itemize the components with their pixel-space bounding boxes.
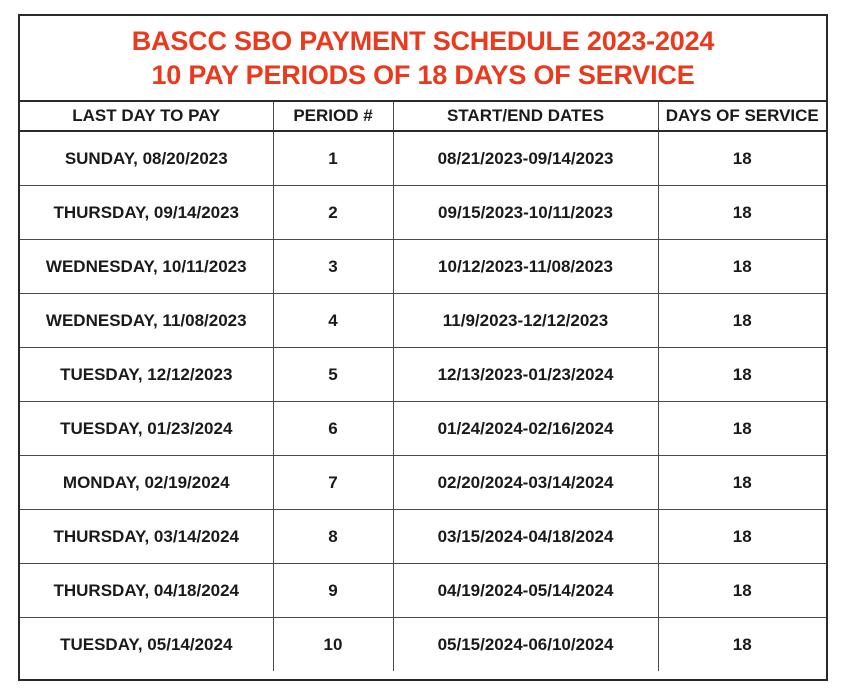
cell-last-day-to-pay: TUESDAY, 05/14/2024 bbox=[20, 618, 273, 672]
cell-start-end-dates: 01/24/2024-02/16/2024 bbox=[393, 402, 658, 456]
cell-days-of-service: 18 bbox=[658, 618, 826, 672]
cell-period-number: 10 bbox=[273, 618, 393, 672]
table-row bbox=[20, 348, 826, 402]
cell-days-of-service: 18 bbox=[658, 131, 826, 186]
cell-period-number: 7 bbox=[273, 456, 393, 510]
cell-days-of-service: 18 bbox=[658, 456, 826, 510]
cell-days-of-service: 18 bbox=[658, 294, 826, 348]
cell-start-end-dates: 12/13/2023-01/23/2024 bbox=[393, 348, 658, 402]
schedule-table bbox=[20, 102, 826, 671]
cell-last-day-to-pay: THURSDAY, 09/14/2023 bbox=[20, 186, 273, 240]
cell-last-day-to-pay: MONDAY, 02/19/2024 bbox=[20, 456, 273, 510]
cell-period-number: 1 bbox=[273, 131, 393, 186]
table-row bbox=[20, 564, 826, 618]
cell-start-end-dates: 03/15/2024-04/18/2024 bbox=[393, 510, 658, 564]
cell-days-of-service: 18 bbox=[658, 510, 826, 564]
title-line-2: 10 PAY PERIODS OF 18 DAYS OF SERVICE bbox=[151, 60, 695, 90]
cell-days-of-service: 18 bbox=[658, 402, 826, 456]
cell-last-day-to-pay: SUNDAY, 08/20/2023 bbox=[64, 148, 228, 168]
cell-start-end-dates: 04/19/2024-05/14/2024 bbox=[393, 564, 658, 618]
cell-start-end-dates: 02/20/2024-03/14/2024 bbox=[393, 456, 658, 510]
header-row bbox=[20, 102, 826, 131]
table-row bbox=[20, 186, 826, 240]
table-row bbox=[20, 618, 826, 672]
cell-period-number: 9 bbox=[273, 564, 393, 618]
cell-start-end-dates: 09/15/2023-10/11/2023 bbox=[393, 186, 658, 240]
header-last-day-to-pay: LAST DAY TO PAY bbox=[20, 102, 273, 131]
cell-period-number: 5 bbox=[273, 348, 393, 402]
cell-days-of-service: 18 bbox=[658, 186, 826, 240]
cell-days-of-service: 18 bbox=[658, 564, 826, 618]
table-row bbox=[20, 510, 826, 564]
header-period-number: PERIOD # bbox=[273, 102, 393, 131]
cell-last-day-to-pay: WEDNESDAY, 11/08/2023 bbox=[20, 294, 273, 348]
table-row bbox=[20, 240, 826, 294]
cell-days-of-service: 18 bbox=[658, 348, 826, 402]
table-row bbox=[20, 456, 826, 510]
cell-start-end-dates: 10/12/2023-11/08/2023 bbox=[393, 240, 658, 294]
cell-period-number: 3 bbox=[273, 240, 393, 294]
table-row bbox=[20, 131, 826, 186]
table-row bbox=[20, 294, 826, 348]
header-start-end-dates: START/END DATES bbox=[393, 102, 658, 131]
cell-days-of-service: 18 bbox=[658, 240, 826, 294]
cell-last-day-to-pay: TUESDAY, 01/23/2024 bbox=[20, 402, 273, 456]
cell-last-day-to-pay: THURSDAY, 03/14/2024 bbox=[20, 510, 273, 564]
title-line-1: BASCC SBO PAYMENT SCHEDULE 2023-2024 bbox=[131, 26, 715, 56]
cell-period-number: 2 bbox=[273, 186, 393, 240]
cell-start-end-dates: 11/9/2023-12/12/2023 bbox=[393, 294, 658, 348]
table-row bbox=[20, 402, 826, 456]
cell-period-number: 6 bbox=[273, 402, 393, 456]
cell-start-end-dates: 05/15/2024-06/10/2024 bbox=[393, 618, 658, 672]
cell-last-day-to-pay: TUESDAY, 12/12/2023 bbox=[20, 348, 273, 402]
cell-period-number: 4 bbox=[273, 294, 393, 348]
title-block bbox=[20, 16, 826, 102]
header-days-of-service: DAYS OF SERVICE bbox=[658, 102, 826, 131]
cell-period-number: 8 bbox=[273, 510, 393, 564]
cell-last-day-to-pay: WEDNESDAY, 10/11/2023 bbox=[20, 240, 273, 294]
cell-last-day-to-pay: THURSDAY, 04/18/2024 bbox=[20, 564, 273, 618]
cell-start-end-dates: 08/21/2023-09/14/2023 bbox=[393, 131, 658, 186]
payment-schedule-sheet bbox=[18, 14, 828, 681]
